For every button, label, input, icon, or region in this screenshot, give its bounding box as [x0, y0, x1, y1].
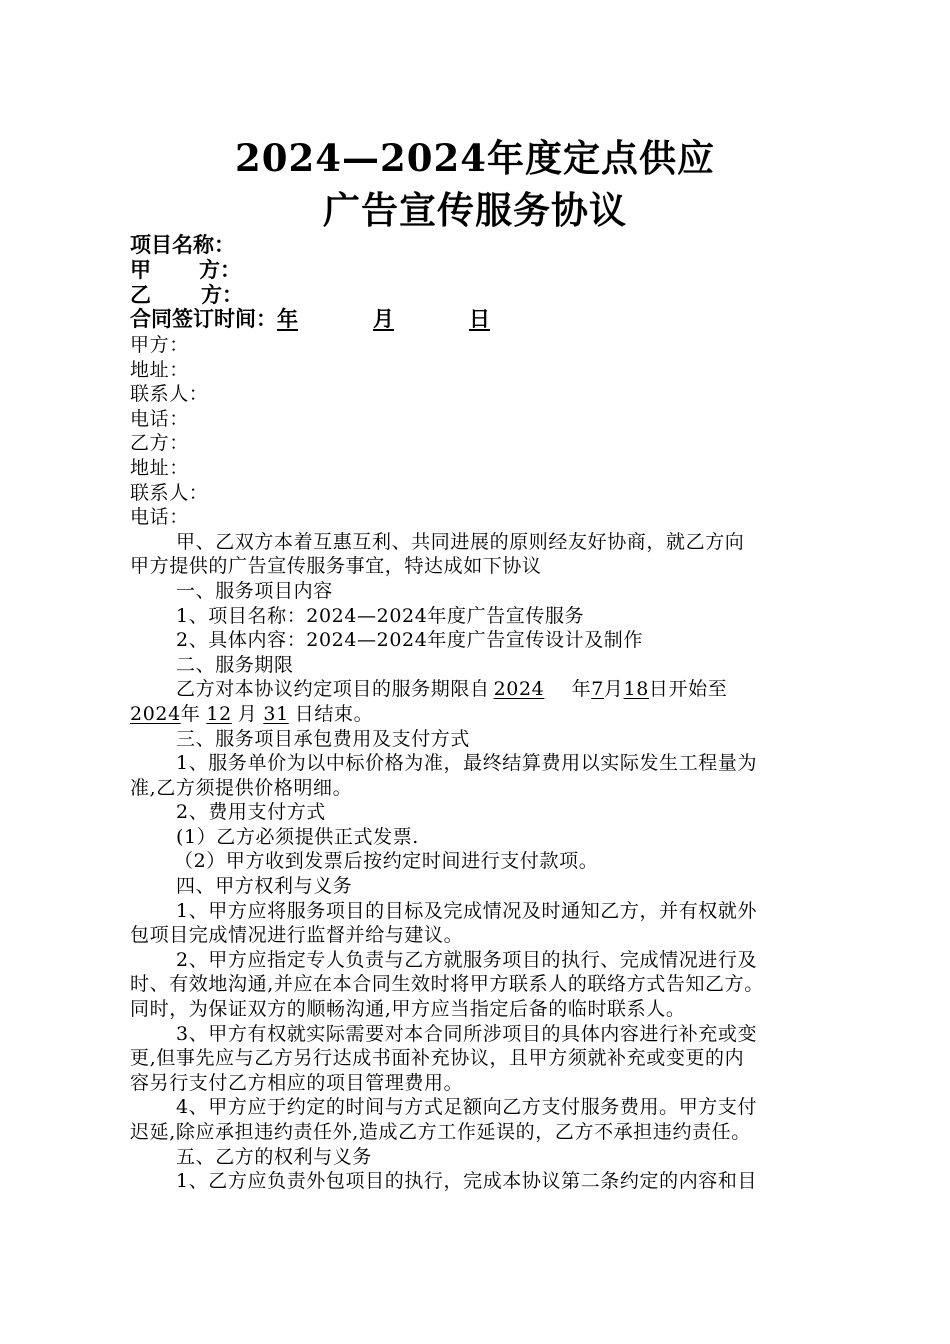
party-a-meta: [130, 258, 241, 282]
section-4-item-3-line-3: 容另行支付乙方相应的项目管理费用。: [130, 1071, 464, 1094]
sign-date-underline: [277, 306, 589, 331]
period-text-1: 乙方对本协议约定项目的服务期限自: [176, 678, 490, 701]
section-4-item-1-line-2: 包项目完成情况进行监督并给与建议。: [130, 924, 464, 947]
service-period-line-1: [130, 677, 830, 702]
party-b-phone: 电话：: [130, 506, 189, 529]
title-line-2: 广告宣传服务协议: [323, 188, 627, 232]
party-a-phone: 电话：: [130, 407, 189, 430]
title-line-1: 2024—2024年度定点供应: [235, 136, 715, 180]
party-a-suffix: 方：: [199, 257, 241, 282]
party-b-suffix: 方：: [201, 282, 243, 307]
party-b-label: 乙方：: [130, 432, 189, 455]
sign-month: 月: [373, 306, 394, 331]
contract-body: [130, 333, 830, 1194]
section-3-sub-1: (1）乙方必须提供正式发票.: [176, 825, 419, 848]
section-5-item-1-line-1: 1、乙方应负责外包项目的执行，完成本协议第二条约定的内容和目: [176, 1170, 758, 1193]
start-day: 18: [623, 678, 649, 701]
party-b-contact: 联系人：: [130, 481, 209, 504]
party-a-char: 甲: [130, 257, 151, 282]
section-4-item-3-line-1: 3、甲方有权就实际需要对本合同所涉项目的具体内容进行补充或变: [176, 1022, 758, 1045]
section-4-item-2-line-3: 同时，为保证双方的顺畅沟通,甲方应当指定后备的临时联系人。: [130, 998, 686, 1021]
party-a-label: 甲方：: [130, 334, 189, 356]
section-4-item-4-line-1: 4、甲方应于约定的时间与方式足额向乙方支付服务费用。甲方支付: [176, 1096, 758, 1119]
section-3-item-1-line-1: 1、服务单价为以中标价格为准，最终结算费用以实际发生工程量为: [176, 752, 758, 775]
period-text-3: 月: [603, 678, 624, 701]
end-month: 12: [206, 702, 232, 725]
section-4-item-2-line-1: 2、甲方应指定专人负责与乙方就服务项目的执行、完成情况进行及: [176, 948, 758, 971]
period-text-4: 日开始至: [648, 678, 728, 701]
intro-line-2: 甲方提供的广告宣传服务事宜，特达成如下协议: [130, 555, 542, 578]
section-4-item-1-line-1: 1、甲方应将服务项目的目标及完成情况及时通知乙方，并有权就外: [176, 899, 758, 922]
intro-line-1: 甲、乙双方本着互惠互利、共同进展的原则经友好协商，就乙方向: [176, 530, 745, 553]
section-3-item-1-line-2: 准,乙方须提供价格明细。: [130, 776, 353, 799]
section-4-heading: 四、甲方权利与义务: [176, 875, 353, 898]
end-year: 2024: [130, 702, 181, 725]
section-4-item-4-line-2: 迟延,除应承担违约责任外,造成乙方工作延误的，乙方不承担违约责任。: [130, 1121, 751, 1143]
party-b-meta: [130, 283, 243, 307]
project-name-label: 项目名称：: [130, 232, 235, 257]
sign-time-label: 合同签订时间：: [130, 306, 277, 331]
service-period-line-2: [130, 702, 830, 727]
section-3-heading: 三、服务项目承包费用及支付方式: [176, 727, 471, 750]
party-b-char: 乙: [130, 282, 151, 307]
section-4-item-2-line-2: 时、有效地沟通,并应在本合同生效时将甲方联系人的联络方式告知乙方。: [130, 973, 764, 996]
period-text-5: 年: [180, 702, 201, 725]
section-3-item-2: 2、费用支付方式: [176, 801, 326, 824]
period-text-2: 年: [571, 678, 592, 701]
section-2-heading: 二、服务期限: [176, 653, 294, 676]
start-year: 2024: [493, 678, 545, 701]
section-4-item-3-line-2: 更,但事先应与乙方另行达成书面补充协议，且甲方须就补充或变更的内: [130, 1047, 745, 1070]
party-b-address: 地址：: [130, 456, 189, 479]
section-3-sub-2: （2）甲方收到发票后按约定时间进行支付款项。: [174, 850, 599, 873]
sign-year: 年: [277, 306, 298, 331]
sign-time-row: [130, 307, 589, 331]
section-1-heading: 一、服务项目内容: [176, 579, 333, 602]
period-text-6: 月: [237, 702, 258, 725]
period-text-7: 日结束。: [294, 702, 374, 725]
section-1-item-1: 1、项目名称：2024—2024年度广告宣传服务: [176, 604, 585, 627]
party-a-contact: 联系人：: [130, 383, 209, 406]
section-5-heading: 五、乙方的权利与义务: [176, 1145, 373, 1168]
end-day: 31: [263, 702, 289, 725]
sign-day: 日: [469, 306, 490, 331]
party-a-address: 地址：: [130, 358, 189, 381]
section-1-item-2: 2、具体内容：2024—2024年度广告宣传设计及制作: [176, 629, 643, 652]
start-month: 7: [591, 678, 604, 701]
